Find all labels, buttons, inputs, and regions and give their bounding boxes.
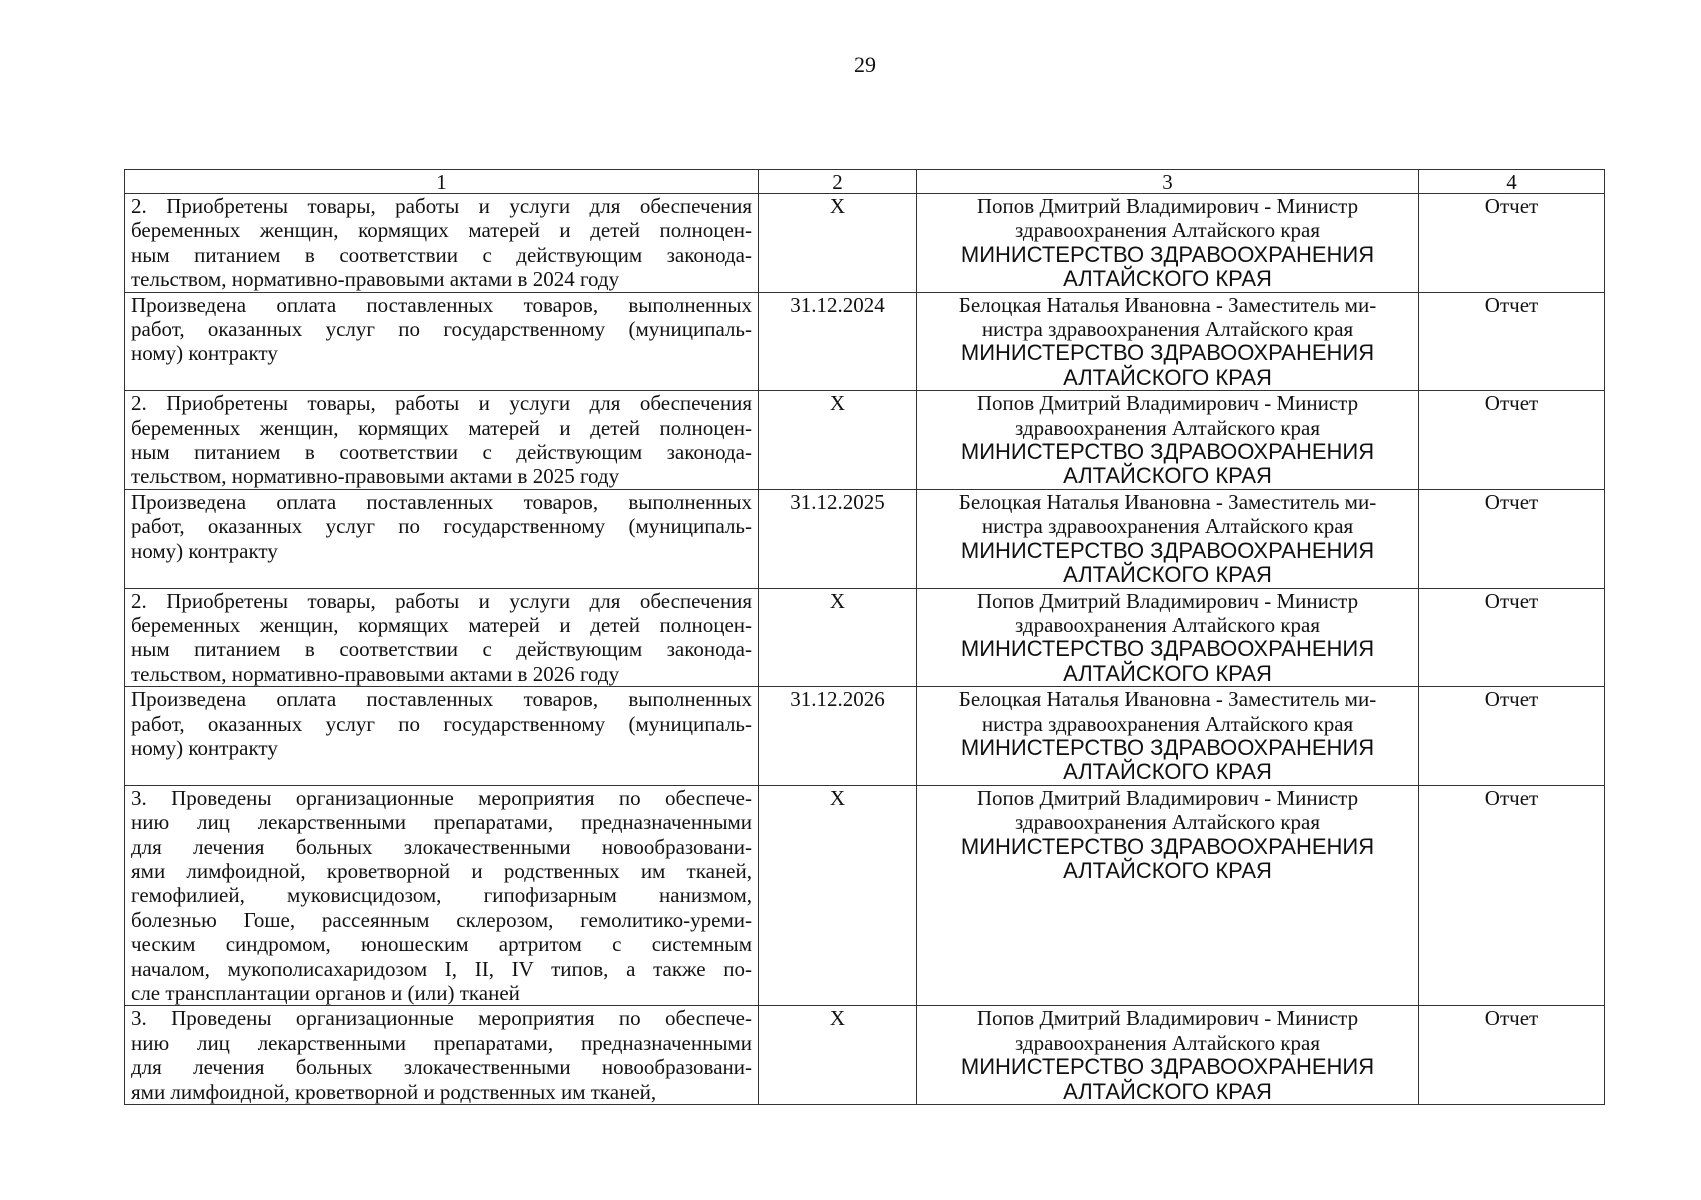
responsible-cell (917, 391, 1419, 490)
report-type-cell: Отчет (1419, 391, 1605, 490)
description-line: ным питанием в соответствии с действующим законода- (131, 440, 752, 465)
description-line: ями лимфоидной, кроветворной и родственных им тканей, (131, 858, 752, 883)
responsible-organization-line: МИНИСТЕРСТВО ЗДРАВООХРАНЕНИЯ (960, 340, 1375, 366)
description-line: ным питанием в соответствии с действующим законода- (131, 637, 752, 662)
responsible-person-line: Попов Дмитрий Владимирович - Министр (976, 588, 1359, 613)
description-line: 2. Приобретены товары, работы и услуги для обеспечения (131, 588, 752, 613)
responsible-organization-line: АЛТАЙСКОГО КРАЯ (1063, 562, 1272, 588)
responsible-person-line: нистра здравоохранения Алтайского края (981, 514, 1354, 539)
description-line: ному) контракту (131, 538, 278, 563)
responsible-organization-line: АЛТАЙСКОГО КРАЯ (1063, 266, 1272, 292)
measure-description (125, 391, 759, 490)
responsible-person-line: здравоохранения Алтайского края (1014, 810, 1321, 835)
deadline-cell: X (759, 1006, 917, 1105)
description-line: ями лимфоидной, кроветворной и родственных им тканей, (131, 1079, 657, 1104)
report-type-cell: Отчет (1419, 489, 1605, 588)
table-body (125, 194, 1605, 1105)
header-row (125, 170, 1605, 194)
responsible-person-line: здравоохранения Алтайского края (1014, 218, 1321, 243)
report-type-cell: Отчет (1419, 785, 1605, 1006)
deadline-cell: X (759, 588, 917, 687)
responsible-organization-line: АЛТАЙСКОГО КРАЯ (1063, 364, 1272, 390)
table-row (125, 489, 1605, 588)
report-type-cell: Отчет (1419, 588, 1605, 687)
description-line: работ, оказанных услуг по государственному (муниципаль- (131, 514, 752, 539)
description-line: беременных женщин, кормящих матерей и детей полноцен- (131, 415, 752, 440)
responsible-person-line: Попов Дмитрий Владимирович - Министр (976, 785, 1359, 810)
description-line: ным питанием в соответствии с действующим законода- (131, 242, 752, 267)
deadline-cell: 31.12.2025 (759, 489, 917, 588)
responsible-person-line: здравоохранения Алтайского края (1014, 1030, 1321, 1055)
responsible-organization-line: МИНИСТЕРСТВО ЗДРАВООХРАНЕНИЯ (960, 241, 1375, 267)
responsible-cell (917, 1006, 1419, 1105)
description-line: 2. Приобретены товары, работы и услуги для обеспечения (131, 194, 752, 218)
description-line: ческим синдромом, юношеским артритом с системным (131, 932, 752, 957)
header-col-4: 4 (1419, 170, 1605, 194)
description-line: тельством, нормативно-правовыми актами в 2025 году (131, 464, 620, 489)
description-line: ному) контракту (131, 341, 278, 366)
measures-table (124, 169, 1605, 1105)
description-line: тельством, нормативно-правовыми актами в 2026 году (131, 661, 620, 686)
deadline-cell: 31.12.2024 (759, 292, 917, 391)
description-line: тельством, нормативно-правовыми актами в 2024 году (131, 267, 620, 292)
description-line: для лечения больных злокачественными новообразовани- (131, 834, 752, 859)
description-line: Произведена оплата поставленных товаров, выполненных (131, 292, 752, 317)
responsible-cell (917, 489, 1419, 588)
responsible-organization-line: МИНИСТЕРСТВО ЗДРАВООХРАНЕНИЯ (960, 439, 1375, 465)
description-line: беременных женщин, кормящих матерей и детей полноцен- (131, 218, 752, 243)
deadline-cell: X (759, 785, 917, 1006)
deadline-cell: X (759, 194, 917, 293)
responsible-organization-line: МИНИСТЕРСТВО ЗДРАВООХРАНЕНИЯ (960, 734, 1375, 760)
responsible-person-line: Попов Дмитрий Владимирович - Министр (976, 1006, 1359, 1031)
page-number: 29 (854, 52, 876, 77)
responsible-person-line: Белоцкая Наталья Ивановна - Заместитель ми- (958, 292, 1377, 317)
description-line: беременных женщин, кормящих матерей и детей полноцен- (131, 612, 752, 637)
responsible-organization-line: АЛТАЙСКОГО КРАЯ (1063, 660, 1272, 686)
report-type-cell: Отчет (1419, 194, 1605, 293)
description-line: ному) контракту (131, 735, 278, 760)
responsible-organization-line: АЛТАЙСКОГО КРАЯ (1063, 463, 1272, 489)
description-line: болезнью Гоше, рассеянным склерозом, гемолитико-уреми- (131, 907, 752, 932)
responsible-organization-line: АЛТАЙСКОГО КРАЯ (1063, 1078, 1272, 1104)
deadline-cell: 31.12.2026 (759, 687, 917, 786)
description-line: Произведена оплата поставленных товаров, выполненных (131, 489, 752, 514)
measure-description (125, 292, 759, 391)
responsible-organization-line: МИНИСТЕРСТВО ЗДРАВООХРАНЕНИЯ (960, 636, 1375, 662)
responsible-cell (917, 687, 1419, 786)
table-row (125, 588, 1605, 687)
measure-description (125, 588, 759, 687)
responsible-person-line: здравоохранения Алтайского края (1014, 612, 1321, 637)
responsible-cell (917, 785, 1419, 1006)
measure-description (125, 489, 759, 588)
responsible-person-line: Попов Дмитрий Владимирович - Министр (976, 391, 1359, 416)
responsible-person-line: Белоцкая Наталья Ивановна - Заместитель ми- (958, 489, 1377, 514)
table-row (125, 687, 1605, 786)
description-line: нию лиц лекарственными препаратами, предназначенными (131, 1030, 752, 1055)
table-row (125, 1006, 1605, 1105)
table-row (125, 785, 1605, 1006)
responsible-cell (917, 194, 1419, 293)
description-line: работ, оказанных услуг по государственному (муниципаль- (131, 317, 752, 342)
deadline-cell: X (759, 391, 917, 490)
responsible-organization-line: АЛТАЙСКОГО КРАЯ (1063, 759, 1272, 785)
report-type-cell: Отчет (1419, 292, 1605, 391)
responsible-organization-line: АЛТАЙСКОГО КРАЯ (1063, 857, 1272, 883)
responsible-person-line: Белоцкая Наталья Ивановна - Заместитель ми- (958, 687, 1377, 712)
measure-description (125, 194, 759, 293)
responsible-person-line: нистра здравоохранения Алтайского края (981, 711, 1354, 736)
responsible-organization-line: МИНИСТЕРСТВО ЗДРАВООХРАНЕНИЯ (960, 537, 1375, 563)
description-line: началом, мукополисахаридозом I, II, IV типов, а также по- (131, 956, 752, 981)
table-row (125, 194, 1605, 293)
header-col-1: 1 (125, 170, 759, 194)
description-line: 3. Проведены организационные мероприятия по обеспече- (131, 785, 752, 810)
responsible-person-line: Попов Дмитрий Владимирович - Министр (976, 194, 1359, 218)
responsible-cell (917, 588, 1419, 687)
header-col-3: 3 (917, 170, 1419, 194)
responsible-cell (917, 292, 1419, 391)
description-line: 3. Проведены организационные мероприятия по обеспече- (131, 1006, 752, 1031)
measure-description (125, 1006, 759, 1105)
responsible-person-line: нистра здравоохранения Алтайского края (981, 317, 1354, 342)
report-type-cell: Отчет (1419, 1006, 1605, 1105)
header-col-2: 2 (759, 170, 917, 194)
table-row (125, 292, 1605, 391)
description-line: 2. Приобретены товары, работы и услуги для обеспечения (131, 391, 752, 416)
report-type-cell: Отчет (1419, 687, 1605, 786)
responsible-organization-line: МИНИСТЕРСТВО ЗДРАВООХРАНЕНИЯ (960, 1054, 1375, 1080)
description-line: Произведена оплата поставленных товаров, выполненных (131, 687, 752, 712)
description-line: нию лиц лекарственными препаратами, предназначенными (131, 810, 752, 835)
responsible-person-line: здравоохранения Алтайского края (1014, 415, 1321, 440)
description-line: сле трансплантации органов и (или) тканей (131, 981, 520, 1005)
description-line: для лечения больных злокачественными новообразовани- (131, 1055, 752, 1080)
description-line: гемофилией, муковисцидозом, гипофизарным нанизмом, (131, 883, 752, 908)
table-row (125, 391, 1605, 490)
measure-description (125, 687, 759, 786)
responsible-organization-line: МИНИСТЕРСТВО ЗДРАВООХРАНЕНИЯ (960, 833, 1375, 859)
measure-description (125, 785, 759, 1006)
description-line: работ, оказанных услуг по государственному (муниципаль- (131, 711, 752, 736)
